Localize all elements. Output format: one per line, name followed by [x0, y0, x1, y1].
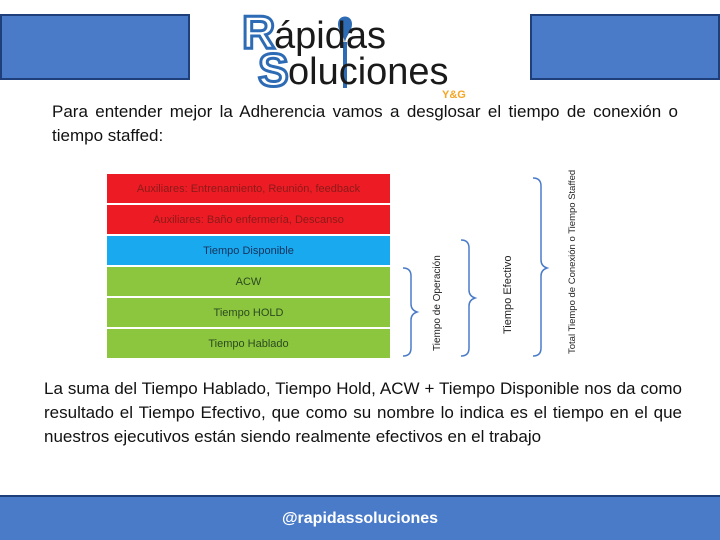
layer-tiempo-hablado: Tiempo Hablado: [107, 329, 390, 360]
bracket-total: [533, 178, 547, 356]
layer-acw: ACW: [107, 267, 390, 298]
logo-word-soluciones: oluciones: [288, 51, 449, 93]
bracket-efectivo: [461, 240, 475, 356]
logo-initial-s: S: [258, 44, 289, 96]
label-tiempo-operacion: Tiempo de Operación: [432, 255, 443, 351]
layer-auxiliares-entrenamiento: Auxiliares: Entrenamiento, Reunión, feedback: [107, 174, 390, 205]
rapidas-soluciones-logo: [234, 2, 484, 102]
layer-tiempo-hold: Tiempo HOLD: [107, 298, 390, 329]
logo-initial-r: R: [242, 6, 276, 58]
brackets-svg: [395, 168, 595, 360]
footer-banner: [0, 495, 720, 540]
intro-paragraph: Para entender mejor la Adherencia vamos a desglosar el tiempo de conexión o tiempo staffed:: [52, 102, 678, 145]
bracket-group: [395, 168, 595, 360]
logo-tag: Y&G: [442, 89, 466, 101]
logo-word-rapidas: ápidas: [274, 15, 386, 57]
summary-paragraph: La suma del Tiempo Hablado, Tiempo Hold, ACW + Tiempo Disponible nos da como resultado el Tiempo Efectivo, que como su nombre lo indica es el tiempo en el que nuestros ejecutivos están siendo realmente efectivos en el trabajo: [44, 379, 682, 446]
bracket-operacion: [403, 268, 417, 356]
label-tiempo-efectivo: Tiempo Efectivo: [502, 255, 514, 334]
layer-tiempo-disponible: Tiempo Disponible: [107, 236, 390, 267]
label-total-tiempo-conexion: Total Tiempo de Conexión o Tiempo Staffed: [567, 169, 578, 354]
header-left-panel: [0, 14, 190, 80]
header-right-panel: [530, 14, 720, 80]
time-layers-stack: [107, 174, 390, 360]
layer-auxiliares-bano: Auxiliares: Baño enfermería, Descanso: [107, 205, 390, 236]
footer-handle: @rapidassoluciones: [281, 509, 439, 527]
